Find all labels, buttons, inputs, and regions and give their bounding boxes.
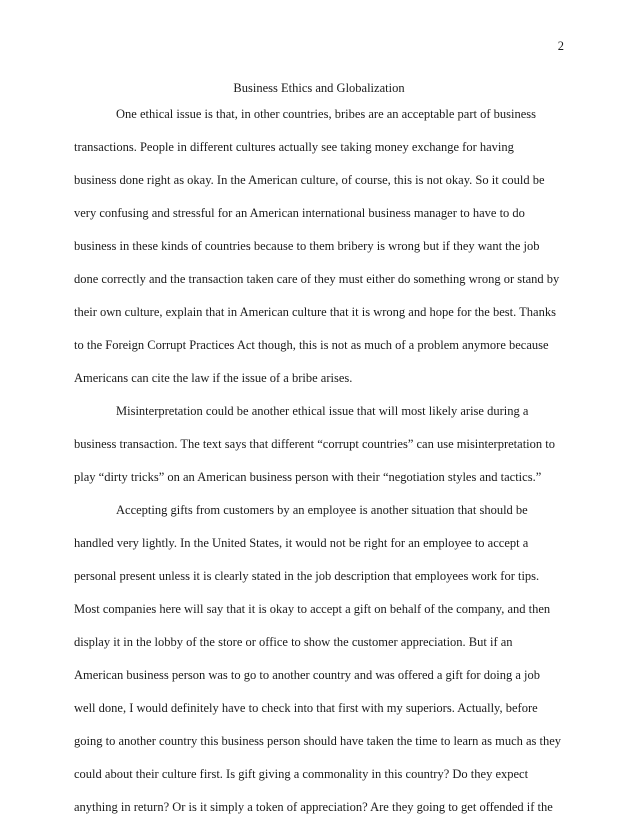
paragraph-3-line-2: handled very lightly. In the United States, it would not be right for an employee to accept a [74,536,529,550]
paragraph-3-line-4: Most companies here will say that it is okay to accept a gift on behalf of the company, and then [74,602,551,616]
paragraph-1-line-7: their own culture, explain that in American culture that it is wrong and hope for the best. Thanks [74,305,556,319]
paragraph-1-line-9: Americans can cite the law if the issue of a bribe arises. [74,371,353,385]
paragraph-1-line-6: done correctly and the transaction taken care of they must either do something wrong or stand by [74,272,560,286]
paragraph-1-line-3: business done right as okay. In the American culture, of course, this is not okay. So it could be [74,173,545,187]
paragraph-3-line-10: anything in return? Or is it simply a token of appreciation? Are they going to get offended if the [74,800,553,814]
paragraph-3-line-1: Accepting gifts from customers by an employee is another situation that should be [116,503,528,517]
paragraph-1-line-2: transactions. People in different cultures actually see taking money exchange for having [74,140,514,154]
document-title: Business Ethics and Globalization [233,81,405,95]
paragraph-3-line-8: going to another country this business person should have taken the time to learn as much as they [74,734,562,748]
paragraph-2-line-1: Misinterpretation could be another ethical issue that will most likely arise during a [116,404,529,418]
paragraph-3-line-6: American business person was to go to another country and was offered a gift for doing a job [74,668,540,682]
paragraph-3-line-5: display it in the lobby of the store or office to show the customer appreciation. But if an [74,635,513,649]
paragraph-3-line-7: well done, I would definitely have to check into that first with my superiors. Actually, before [74,701,538,715]
paragraph-1-line-8: to the Foreign Corrupt Practices Act though, this is not as much of a problem anymore because [74,338,549,352]
paragraph-3-line-9: could about their culture first. Is gift giving a commonality in this country? Do they expect [74,767,529,781]
page-number: 2 [557,39,564,53]
paragraph-1-line-5: business in these kinds of countries because to them bribery is wrong but if they want the job [74,239,540,253]
paragraph-2-line-2: business transaction. The text says that different “corrupt countries” can use misinterpretation to [74,437,555,451]
paragraph-3-line-3: personal present unless it is clearly stated in the job description that employees work for tips. [74,569,540,583]
paragraph-2-line-3: play “dirty tricks” on an American business person with their “negotiation styles and tactics.” [74,470,542,484]
paragraph-1-line-4: very confusing and stressful for an American international business manager to have to do [74,206,525,220]
paragraph-1-line-1: One ethical issue is that, in other countries, bribes are an acceptable part of business [116,107,536,121]
